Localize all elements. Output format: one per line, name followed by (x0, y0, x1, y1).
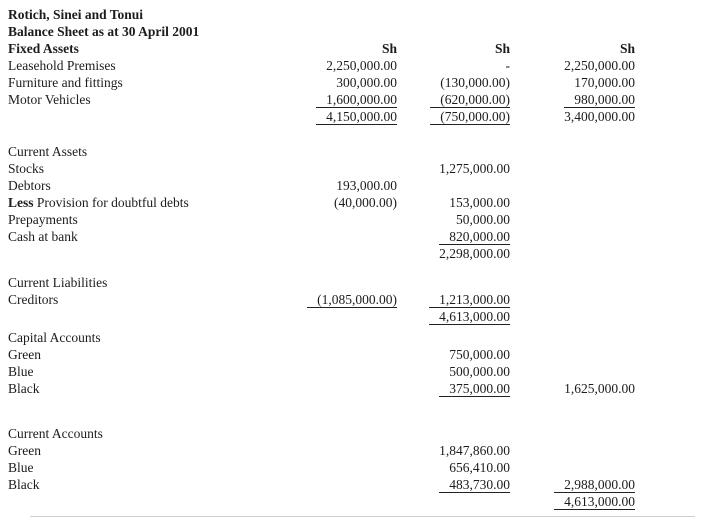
amount-col2: 153,000.00 (449, 195, 510, 210)
amount-col1 (300, 228, 397, 245)
section-label: Current Assets (8, 144, 88, 159)
table-row (8, 91, 721, 108)
cell-label: Furniture and fittings (8, 75, 123, 90)
table-row (8, 363, 721, 380)
column-header-sh-3: Sh (619, 41, 635, 56)
amount-col2: 656,410.00 (449, 460, 510, 475)
table-row-total-net-assets (8, 308, 721, 325)
amount-col3: 4,613,000.00 (510, 493, 635, 510)
cell-label: Less Provision for doubtful debts (8, 195, 189, 210)
amount-cost-total: 4,150,000.00 (300, 108, 397, 125)
table-row (8, 74, 721, 91)
table-row-total-fixed-assets (8, 108, 721, 125)
section-fixed-assets: Fixed Assets (8, 41, 79, 56)
column-header-row (8, 40, 721, 57)
amount-col1 (300, 459, 397, 476)
cell-label: Cash at bank (8, 229, 78, 244)
amount-depreciation: - (505, 58, 510, 73)
cell-label (8, 108, 300, 125)
amount-cost: 300,000.00 (336, 75, 397, 90)
table-row (8, 228, 721, 245)
table-row (8, 57, 721, 74)
amount-col2: 1,847,860.00 (439, 443, 510, 458)
amount-cost: 2,250,000.00 (326, 58, 397, 73)
table-row-total-current-assets (8, 245, 721, 262)
table-row-total-capital (8, 380, 721, 397)
amount-col1 (300, 245, 397, 262)
section-label: Capital Accounts (8, 330, 101, 345)
cell-label: Green (8, 443, 41, 458)
section-current-accounts (8, 425, 721, 442)
amount-col1 (300, 493, 397, 510)
cell-label: Blue (8, 364, 34, 379)
amount-col3 (510, 194, 635, 211)
section-label: Current Accounts (8, 426, 103, 441)
amount-col2: 1,275,000.00 (439, 161, 510, 176)
amount-col1: (40,000.00) (334, 195, 397, 210)
table-row-total-current-accounts (8, 476, 721, 493)
amount-col3 (510, 363, 635, 380)
amount-col1 (300, 308, 397, 325)
table-row (8, 459, 721, 476)
table-row (8, 211, 721, 228)
amount-col2: 50,000.00 (456, 212, 510, 227)
cell-label (8, 493, 300, 510)
amount-col1 (300, 442, 397, 459)
cell-label (8, 245, 300, 262)
amount-net: 980,000.00 (510, 91, 635, 108)
amount-col1 (300, 160, 397, 177)
amount-col3 (510, 228, 635, 245)
amount-col2 (397, 493, 510, 510)
amount-net: 2,250,000.00 (564, 58, 635, 73)
less-keyword: Less (8, 195, 34, 210)
table-row (8, 160, 721, 177)
amount-depreciation: (130,000.00) (440, 75, 510, 90)
table-row (8, 442, 721, 459)
amount-col1 (300, 476, 397, 493)
amount-col2: 375,000.00 (397, 380, 510, 397)
page-bottom-rule (30, 516, 695, 517)
amount-net-total: 3,400,000.00 (564, 109, 635, 124)
amount-col3 (510, 160, 635, 177)
amount-col3 (510, 308, 635, 325)
amount-col1 (300, 363, 397, 380)
amount-col2: 820,000.00 (397, 228, 510, 245)
company-name: Rotich, Sinei and Tonui (8, 7, 144, 22)
cell-label: Stocks (8, 161, 45, 176)
section-current-assets (8, 143, 721, 160)
cell-label: Black (8, 381, 40, 396)
table-row-grand-total (8, 493, 721, 510)
cell-label: Creditors (8, 292, 59, 307)
amount-col3 (510, 442, 635, 459)
amount-col1 (300, 380, 397, 397)
amount-col2: 500,000.00 (449, 364, 510, 379)
cell-label: Leasehold Premises (8, 58, 116, 73)
amount-col2 (397, 177, 510, 194)
cell-label: Motor Vehicles (8, 92, 91, 107)
section-current-liabilities (8, 274, 721, 291)
document-subtitle (8, 23, 721, 40)
amount-col3 (510, 291, 635, 308)
document-title (8, 6, 721, 23)
table-row (8, 177, 721, 194)
amount-col2: 1,213,000.00 (397, 291, 510, 308)
cell-label: Blue (8, 460, 34, 475)
amount-col1 (300, 346, 397, 363)
amount-col3 (510, 177, 635, 194)
amount-col1 (300, 211, 397, 228)
cell-label: Prepayments (8, 212, 78, 227)
amount-col2: 2,298,000.00 (439, 246, 510, 261)
cell-label: Debtors (8, 178, 51, 193)
amount-col2: 483,730.00 (397, 476, 510, 493)
section-label: Current Liabilities (8, 275, 108, 290)
amount-cost: 1,600,000.00 (300, 91, 397, 108)
amount-col3: 1,625,000.00 (564, 381, 635, 396)
table-row (8, 291, 721, 308)
amount-col1: (1,085,000.00) (300, 291, 397, 308)
cell-label: Green (8, 347, 41, 362)
amount-col3 (510, 346, 635, 363)
amount-col2: 750,000.00 (449, 347, 510, 362)
amount-net: 170,000.00 (574, 75, 635, 90)
amount-col2: 4,613,000.00 (397, 308, 510, 325)
amount-col1: 193,000.00 (336, 178, 397, 193)
column-header-sh-2: Sh (494, 41, 510, 56)
amount-depreciation: (620,000.00) (397, 91, 510, 108)
amount-depreciation-total: (750,000.00) (397, 108, 510, 125)
statement-date: Balance Sheet as at 30 April 2001 (8, 24, 200, 39)
column-header-sh-1: Sh (381, 41, 397, 56)
amount-col3 (510, 459, 635, 476)
table-row (8, 194, 721, 211)
cell-label (8, 308, 300, 325)
amount-col3 (510, 245, 635, 262)
table-row (8, 346, 721, 363)
amount-col3 (510, 211, 635, 228)
section-capital-accounts (8, 329, 721, 346)
cell-label: Black (8, 477, 40, 492)
amount-col3: 2,988,000.00 (510, 476, 635, 493)
